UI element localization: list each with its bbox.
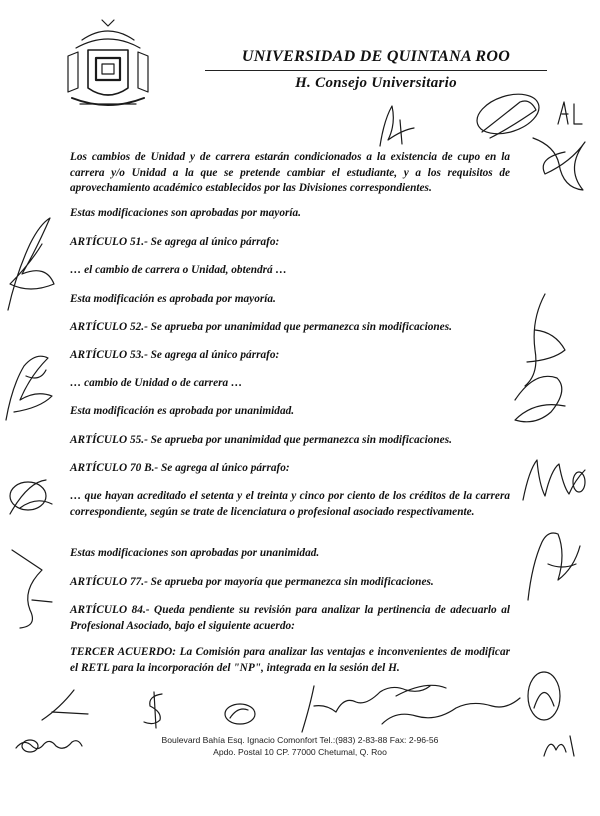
signature-right-margin-5 [518,524,588,604]
article-70b-heading: ARTÍCULO 70 B.- Se agrega al único párrafo: [70,462,290,474]
footer-address: Boulevard Bahía Esq. Ignacio Comonfort Tel.:(983) 2-83-88 Fax: 2-96-56 [161,735,439,745]
signature-left-margin-2 [0,346,60,426]
article-52: ARTÍCULO 52.- Se aprueba por unanimidad que permanezca sin modificaciones. [70,321,452,333]
signature-mark-top-center [362,100,422,150]
paragraph-approved-majority: Estas modificaciones son aprobadas por mayoría. [70,207,301,219]
initials-top-right [554,98,584,128]
article-70b-approval: Estas modificaciones son aprobadas por unanimidad. [70,547,320,559]
article-84: ARTÍCULO 84.- Queda pendiente su revisión para analizar la pertinencia de adecuarlo al Profesional Asociado, bajo el siguiente acuerdo: [70,604,510,632]
signature-right-margin-4 [515,440,595,520]
article-70b-text: … que hayan acreditado el setenta y el treinta y cinco por ciento de los créditos de la carrera correspondiente, según se trate de licenciatura o profesional asociado respectivamente. [70,490,510,518]
signature-footer-left [14,734,84,758]
article-55: ARTÍCULO 55.- Se aprueba por unanimidad que permanezca sin modificaciones. [70,434,452,446]
signature-right-margin-3 [505,360,575,440]
paragraph-unit-changes: Los cambios de Unidad y de carrera estarán condicionados a la existencia de cupo en la carrera y/o Unidad a la que se pretende cambiar el estudiante, y a los requisitos de aprovechamiento académico establecidos por las Divisiones correspondientes. [70,151,510,194]
signature-scribble-right-1 [525,128,595,198]
article-77: ARTÍCULO 77.- Se aprueba por mayoría que permanezca sin modificaciones. [70,576,434,588]
signature-bottom-1 [40,688,90,724]
council-name: H. Consejo Universitario [295,75,457,91]
signature-left-margin-3 [0,474,60,524]
signature-bottom-long [296,676,526,736]
signature-bottom-2 [140,690,172,730]
article-51-text: … el cambio de carrera o Unidad, obtendrá … [70,264,287,276]
third-agreement: TERCER ACUERDO: La Comisión para analizar las ventajas e inconvenientes de modificar el RETL para la incorporación del "NP", integrada en la sesión del H. [70,646,510,674]
footer-postal: Apdo. Postal 10 CP. 77000 Chetumal, Q. Roo [213,747,387,757]
signature-left-margin-4 [2,540,62,630]
article-53-heading: ARTÍCULO 53.- Se agrega al único párrafo: [70,349,280,361]
article-51-heading: ARTÍCULO 51.- Se agrega al único párrafo: [70,236,280,248]
article-51-approval: Esta modificación es aprobada por mayoría. [70,293,276,305]
university-seal [62,18,154,108]
header-divider [205,70,547,71]
article-53-text: … cambio de Unidad o de carrera … [70,377,243,389]
university-name: UNIVERSIDAD DE QUINTANA ROO [241,48,511,65]
signature-bottom-right [524,668,564,728]
signature-bottom-3 [222,700,258,728]
article-53-approval: Esta modificación es aprobada por unanimidad. [70,405,295,417]
signature-left-margin-1 [0,214,60,314]
initials-footer-right [540,730,580,760]
